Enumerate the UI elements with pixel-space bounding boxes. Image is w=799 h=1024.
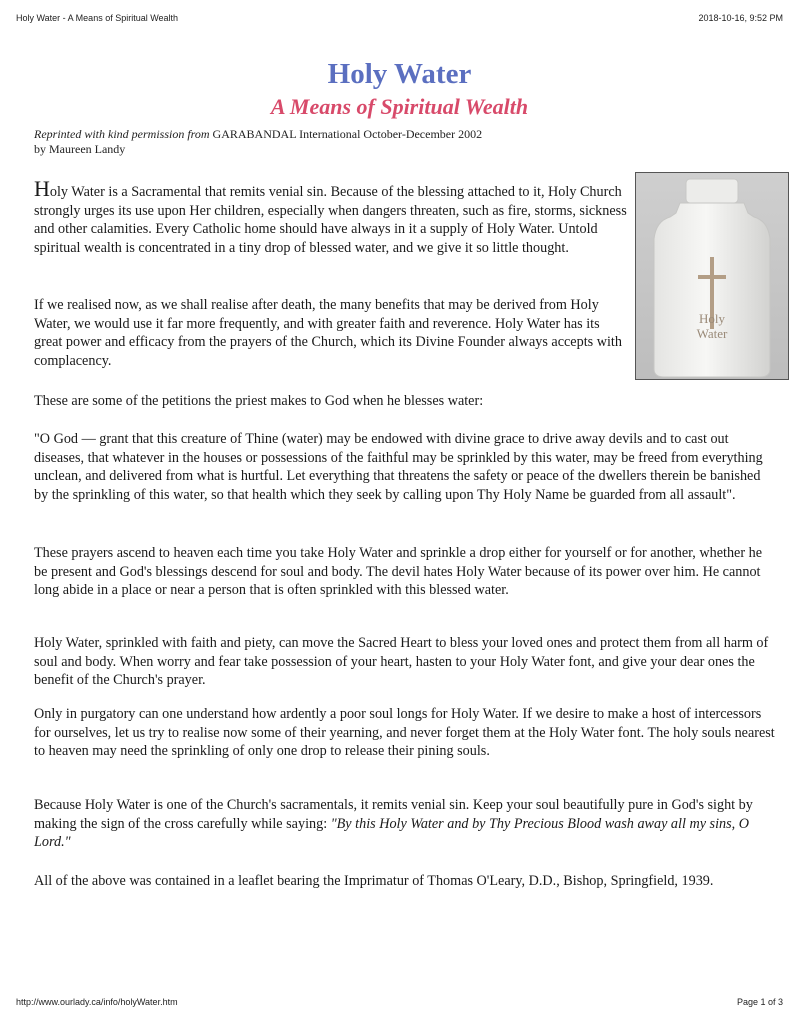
paragraph-8-text: Because Holy Water is one of the Church's sacramentals, it remits venial sin. Keep your soul beautifully pure in God's sight by making the sign of the cross carefully while saying:: [34, 797, 753, 832]
paragraph-4-text: "O God — grant that this creature of Thine (water) may be endowed with divine grace to drive away devils and to cast out diseases, that whatever in the houses or possessions of the faithful may be sprinkled by this water, may be freed from everything unclean, and delivered from what is hurtful. Let everything that threatens the safety or peace of the dwellers therein be banished by the sprinkling of this water, so that health which they seek by calling upon Thy Holy Name be guarded from all assault".: [34, 431, 763, 503]
paragraph-7: [34, 705, 776, 761]
holy-water-bottle-image: [635, 172, 789, 380]
article-subtitle: A Means of Spiritual Wealth: [270, 94, 529, 119]
paragraph-3-text: These are some of the petitions the priest makes to God when he blesses water:: [34, 393, 484, 409]
paragraph-2-text: If we realised now, as we shall realise after death, the many benefits that may be derived from Holy Water, we would use it far more frequently, and with greater faith and reverence. Holy Water has its great power and efficacy from the prayers of the Church, which its Divine Founder always accepts with complacency.: [34, 297, 622, 369]
byline: by Maureen Landy: [34, 142, 126, 156]
bottle-label-holy: Holy: [699, 311, 725, 326]
paragraph-6: [34, 634, 776, 690]
paragraph-2: [34, 296, 630, 370]
footer-page-number: Page 1 of 3: [736, 997, 783, 1007]
paragraph-4-petition: [34, 430, 776, 504]
footer-url: http://www.ourlady.ca/info/holyWater.htm: [16, 997, 178, 1007]
paragraph-9-text: All of the above was contained in a leaflet bearing the Imprimatur of Thomas O'Leary, D.D., Bishop, Springfield, 1939.: [34, 873, 714, 889]
paragraph-5-text: These prayers ascend to heaven each time you take Holy Water and sprinkle a drop either for yourself or for another, whether he be present and God's blessings descend for soul and body. The devil hates Holy Water because of its power over him. He cannot long abide in a place or near a person that is often sprinkled with this blessed water.: [34, 545, 763, 598]
article-credit: [34, 127, 634, 157]
print-header: [16, 13, 783, 23]
bottle-illustration: [636, 173, 789, 380]
print-header-title: Holy Water - A Means of Spiritual Wealth: [16, 13, 179, 23]
paragraph-9: [34, 872, 776, 891]
bottle-label-water: Water: [696, 326, 728, 341]
print-header-timestamp: 2018-10-16, 9:52 PM: [698, 13, 783, 23]
paragraph-7-text: Only in purgatory can one understand how ardently a poor soul longs for Holy Water. If we desire to make a host of intercessors for ourselves, let us try to realise now some of their yearning, and never forget them at the Holy Water font. The holy souls nearest to heaven may need the sprinkling of only one drop to release their pining souls.: [34, 706, 775, 759]
print-footer: [16, 997, 783, 1007]
paragraph-5: [34, 544, 776, 600]
drop-cap: H: [34, 176, 50, 201]
paragraph-6-text: Holy Water, sprinkled with faith and piety, can move the Sacred Heart to bless your loved ones and protect them from all harm of soul and body. When worry and fear take possession of your heart, hasten to your Holy Water font, and give your dear ones the benefit of the Church's prayer.: [34, 635, 769, 688]
paragraph-8: [34, 796, 776, 852]
credit-source: GARABANDAL International October-December 2002: [209, 127, 483, 141]
paragraph-3: [34, 392, 776, 411]
article-title: Holy Water: [327, 58, 472, 90]
paragraph-1: [34, 176, 630, 257]
paragraph-8-prayer: "By this Holy Water and by Thy Precious Blood wash away all my sins, O Lord.": [34, 815, 749, 850]
credit-line: [34, 127, 634, 142]
credit-italic: Reprinted with kind permission from: [34, 127, 210, 141]
paragraph-1-text: oly Water is a Sacramental that remits venial sin. Because of the blessing attached to it, Holy Church strongly urges its use upon Her children, especially when dangers threaten, such as fire, storms, sickness and other calamities. Every Catholic home should have always in it a supply of Holy Water. Untold spiritual wealth is concentrated in a tiny drop of blessed water, and we give it so little thought.: [34, 184, 627, 256]
